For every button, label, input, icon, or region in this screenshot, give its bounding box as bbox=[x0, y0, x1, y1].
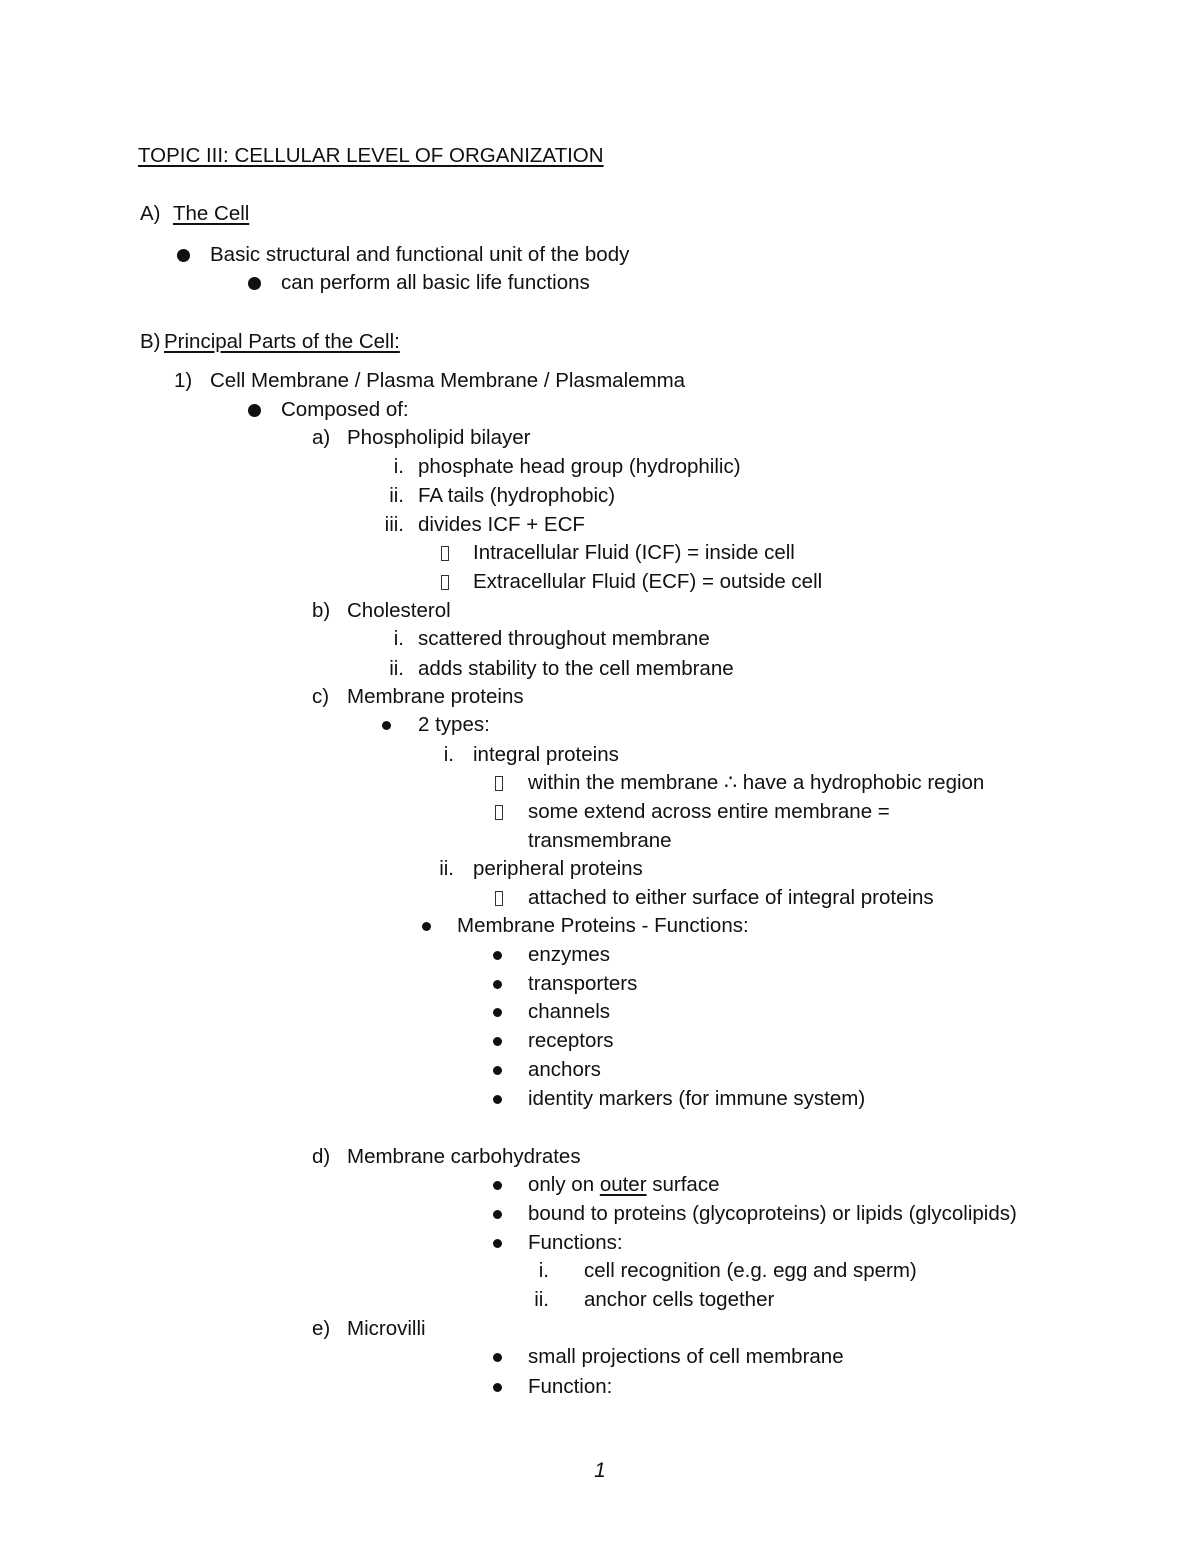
missing-glyph-icon bbox=[495, 891, 503, 906]
section-a-heading: The Cell bbox=[173, 202, 250, 225]
function-item: transporters bbox=[528, 972, 638, 995]
integral-proteins: integral proteins bbox=[473, 743, 619, 766]
missing-glyph-icon bbox=[441, 575, 449, 590]
item-b-i: scattered throughout membrane bbox=[418, 627, 710, 650]
item-a-i: phosphate head group (hydrophilic) bbox=[418, 455, 741, 478]
item-b-ii: adds stability to the cell membrane bbox=[418, 657, 734, 680]
roman-ii: ii. bbox=[389, 484, 404, 507]
roman-iii: iii. bbox=[384, 513, 404, 536]
page-title: TOPIC III: CELLULAR LEVEL OF ORGANIZATION bbox=[138, 144, 604, 167]
bullet-icon bbox=[493, 1037, 502, 1046]
bullet-icon bbox=[493, 1181, 502, 1190]
function-item: receptors bbox=[528, 1029, 614, 1052]
item-d-text: Membrane carbohydrates bbox=[347, 1145, 581, 1168]
bullet-icon bbox=[493, 1066, 502, 1075]
roman-i: i. bbox=[393, 627, 404, 650]
item-e-marker: e) bbox=[312, 1317, 331, 1340]
function-item: enzymes bbox=[528, 943, 611, 966]
item-b-marker: b) bbox=[312, 599, 331, 622]
page-number: 1 bbox=[594, 1459, 606, 1482]
carb-function-i: cell recognition (e.g. egg and sperm) bbox=[584, 1259, 917, 1282]
bullet-icon bbox=[493, 1008, 502, 1017]
bullet-icon bbox=[382, 721, 391, 730]
bullet-icon bbox=[248, 404, 261, 417]
item-c-marker: c) bbox=[312, 685, 330, 708]
function-item: identity markers (for immune system) bbox=[528, 1087, 866, 1110]
bullet-icon bbox=[493, 1383, 502, 1392]
carb-bullet-1-pre: only on bbox=[528, 1173, 600, 1196]
section-a-marker: A) bbox=[140, 202, 161, 225]
bullet-icon bbox=[493, 1095, 502, 1104]
missing-glyph-icon bbox=[495, 805, 503, 820]
carb-bullet-1-underlined: outer bbox=[599, 1173, 647, 1196]
cell-bullet-1: Basic structural and functional unit of the body bbox=[210, 243, 630, 266]
peripheral-proteins: peripheral proteins bbox=[473, 857, 643, 880]
item-a-text: Phospholipid bilayer bbox=[347, 426, 531, 449]
bullet-icon bbox=[493, 1210, 502, 1219]
functions-heading: Membrane Proteins - Functions: bbox=[457, 914, 749, 937]
cell-bullet-2: can perform all basic life functions bbox=[281, 271, 590, 294]
icf-line: Intracellular Fluid (ICF) = inside cell bbox=[473, 541, 795, 564]
missing-glyph-icon bbox=[441, 546, 449, 561]
roman-i: i. bbox=[393, 455, 404, 478]
carb-bullet-2: bound to proteins (glycoproteins) or lipids (glycolipids) bbox=[528, 1202, 1017, 1225]
missing-glyph-icon bbox=[495, 776, 503, 791]
function-item: anchors bbox=[528, 1058, 601, 1081]
function-item: channels bbox=[528, 1000, 611, 1023]
microvilli-bullet-2: Function: bbox=[528, 1375, 613, 1398]
roman-ii: ii. bbox=[439, 857, 454, 880]
item-b-text: Cholesterol bbox=[347, 599, 451, 622]
item-1-text: Cell Membrane / Plasma Membrane / Plasmalemma bbox=[210, 369, 686, 392]
carb-bullet-3: Functions: bbox=[528, 1231, 623, 1254]
section-b-heading: Principal Parts of the Cell: bbox=[164, 330, 400, 353]
item-a-iii: divides ICF + ECF bbox=[418, 513, 585, 536]
roman-ii: ii. bbox=[389, 657, 404, 680]
carb-bullet-1 bbox=[528, 1173, 719, 1197]
item-e-text: Microvilli bbox=[347, 1317, 426, 1340]
item-a-ii: FA tails (hydrophobic) bbox=[418, 484, 616, 507]
microvilli-bullet-1: small projections of cell membrane bbox=[528, 1345, 844, 1368]
composed-of: Composed of: bbox=[281, 398, 409, 421]
item-c-text: Membrane proteins bbox=[347, 685, 524, 708]
bullet-icon bbox=[248, 277, 261, 290]
integral-sub-1: within the membrane ∴ have a hydrophobic region bbox=[528, 771, 985, 794]
peripheral-sub-1: attached to either surface of integral proteins bbox=[528, 886, 934, 909]
bullet-icon bbox=[493, 951, 502, 960]
integral-sub-2a: some extend across entire membrane = bbox=[528, 800, 890, 823]
roman-ii: ii. bbox=[534, 1288, 549, 1311]
bullet-icon bbox=[493, 980, 502, 989]
ecf-line: Extracellular Fluid (ECF) = outside cell bbox=[473, 570, 823, 593]
bullet-icon bbox=[422, 922, 431, 931]
bullet-icon bbox=[177, 249, 190, 262]
item-d-marker: d) bbox=[312, 1145, 331, 1168]
section-b-marker: B) bbox=[140, 330, 161, 353]
roman-i: i. bbox=[443, 743, 454, 766]
carb-function-ii: anchor cells together bbox=[584, 1288, 775, 1311]
roman-i: i. bbox=[538, 1259, 549, 1282]
carb-bullet-1-post: surface bbox=[646, 1173, 720, 1196]
integral-sub-2b: transmembrane bbox=[528, 829, 672, 852]
item-a-marker: a) bbox=[312, 426, 331, 449]
two-types: 2 types: bbox=[418, 713, 490, 736]
item-1-marker: 1) bbox=[174, 369, 193, 392]
bullet-icon bbox=[493, 1239, 502, 1248]
bullet-icon bbox=[493, 1353, 502, 1362]
